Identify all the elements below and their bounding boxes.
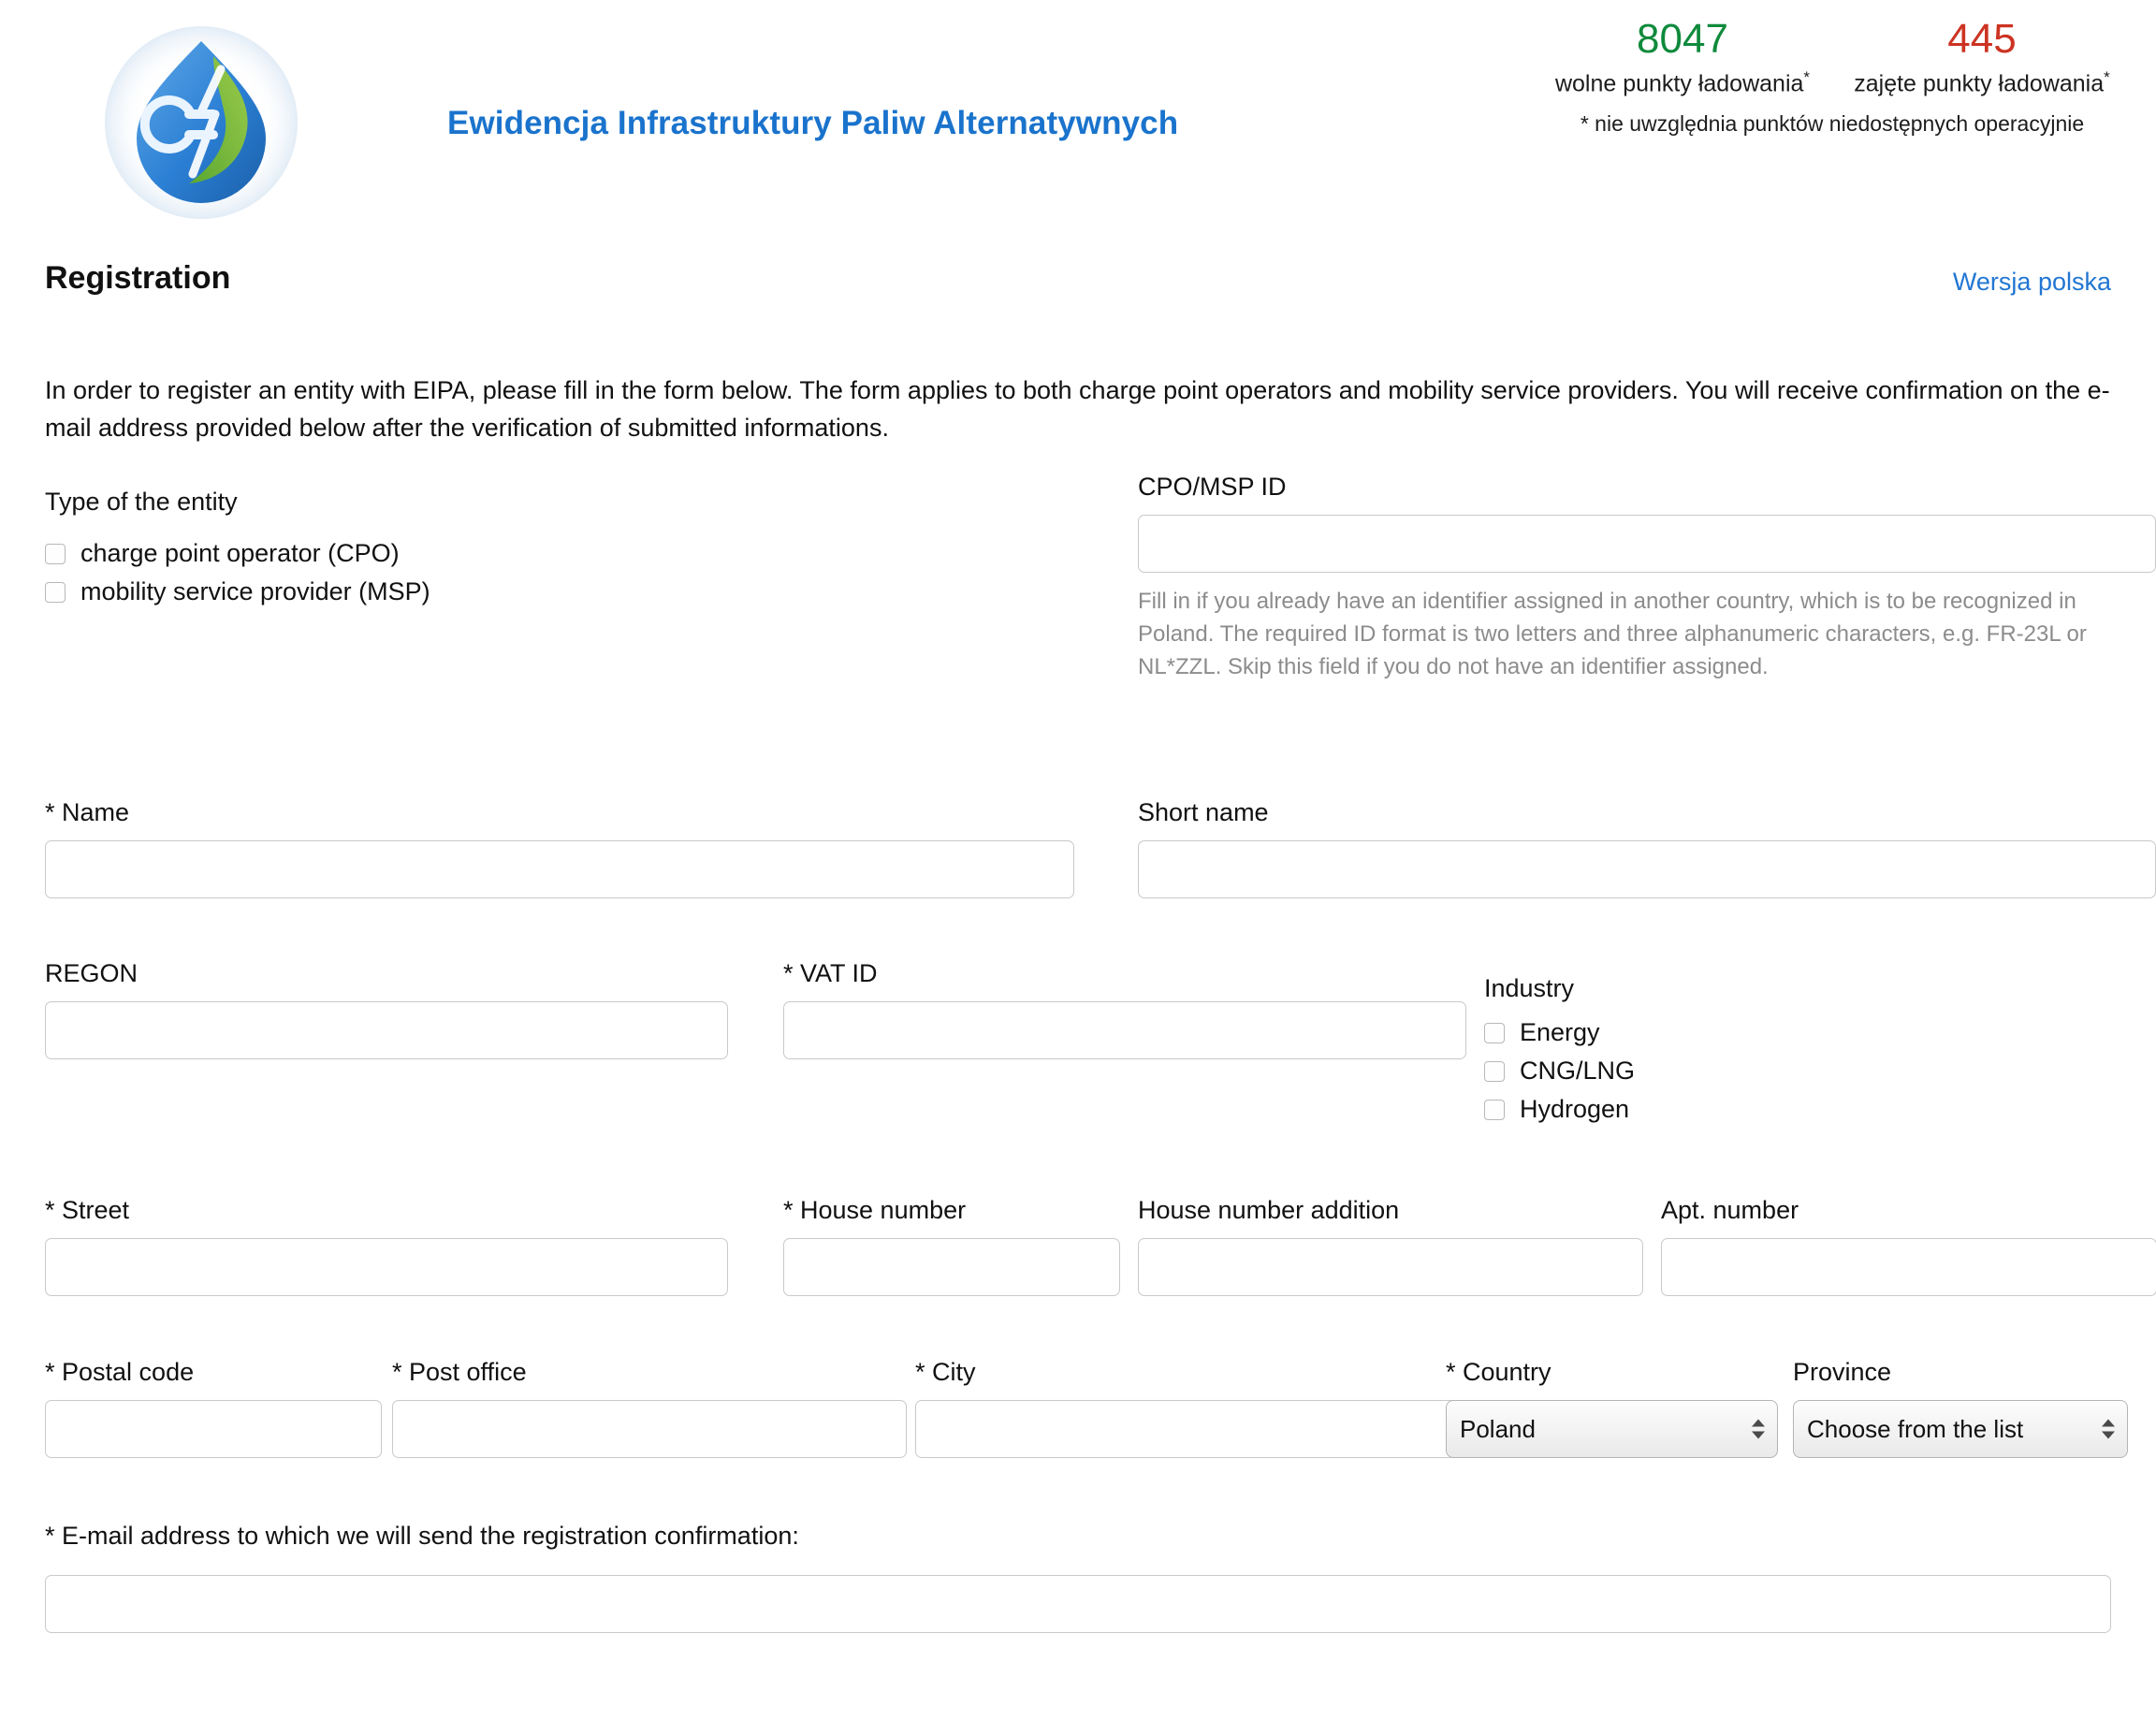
busy-points-label: zajęte punkty ładowania* (1854, 68, 2110, 97)
site-header (45, 0, 2111, 260)
province-select[interactable] (1793, 1400, 2128, 1458)
entity-type-option-cpo[interactable] (45, 541, 1074, 566)
charge-point-counters (1542, 17, 2122, 139)
registration-form (45, 472, 2111, 1656)
vat-id-input[interactable] (783, 1001, 1466, 1059)
cpo-msp-id-group (1138, 472, 2156, 684)
app-title: Ewidencja Infrastruktury Paliw Alternatywnych (447, 105, 1179, 141)
house-number-label: * House number (783, 1195, 967, 1224)
house-number-addition-label: House number addition (1138, 1195, 1400, 1224)
checkbox-cpo[interactable] (45, 544, 66, 564)
regon-label: REGON (45, 958, 138, 987)
country-label: * Country (1446, 1357, 1551, 1386)
email-group (45, 1521, 2111, 1633)
counters-footnote: * nie uwzględnia punktów niedostępnych operacyjnie (1580, 111, 2085, 137)
country-select[interactable] (1446, 1400, 1778, 1458)
apt-number-input[interactable] (1661, 1238, 2156, 1296)
industry-option-cnglng[interactable] (1484, 1058, 2139, 1084)
page-titlebar (45, 260, 2111, 326)
entity-type-group (45, 487, 1074, 618)
busy-points-counter (1842, 17, 2122, 100)
cpo-msp-id-label: CPO/MSP ID (1138, 472, 1287, 501)
eipa-leaf-plug-logo-icon (103, 24, 299, 221)
busy-points-value: 445 (1947, 16, 2017, 62)
name-input[interactable] (45, 840, 1074, 898)
email-input[interactable] (45, 1575, 2111, 1633)
industry-group (1484, 973, 2139, 1135)
province-label: Province (1793, 1357, 1892, 1386)
page-title: Registration (45, 260, 231, 296)
industry-option-energy-label: Energy (1520, 1018, 1600, 1047)
house-number-addition-input[interactable] (1138, 1238, 1643, 1296)
short-name-input[interactable] (1138, 840, 2156, 898)
industry-option-hydrogen-label: Hydrogen (1520, 1095, 1630, 1124)
checkbox-energy[interactable] (1484, 1023, 1505, 1043)
checkbox-cnglng[interactable] (1484, 1061, 1505, 1082)
apt-number-label: Apt. number (1661, 1195, 1799, 1224)
postal-code-label: * Postal code (45, 1357, 195, 1386)
post-office-group (392, 1357, 907, 1458)
checkbox-msp[interactable] (45, 582, 66, 603)
name-group (45, 797, 1074, 898)
house-number-input[interactable] (783, 1238, 1120, 1296)
industry-option-cnglng-label: CNG/LNG (1520, 1057, 1636, 1086)
entity-type-label: Type of the entity (45, 487, 238, 516)
entity-type-option-cpo-label: charge point operator (CPO) (80, 539, 400, 568)
intro-text: In order to register an entity with EIPA, please fill in the form below. The form applies to both charge point operators and mobility service providers. You will receive confirmation on the e-mail address provided below after the verification of submitted informations. (45, 376, 2110, 442)
entity-type-option-msp-label: mobility service provider (MSP) (80, 577, 430, 606)
house-number-addition-group (1138, 1195, 1643, 1296)
vat-id-label: * VAT ID (783, 958, 878, 987)
free-points-marker: * (1803, 68, 1811, 87)
apt-number-group (1661, 1195, 2156, 1296)
post-office-label: * Post office (392, 1357, 527, 1386)
province-group (1793, 1357, 2128, 1458)
postal-code-input[interactable] (45, 1400, 382, 1458)
busy-points-marker: * (2104, 68, 2110, 87)
street-group (45, 1195, 728, 1296)
post-office-input[interactable] (392, 1400, 907, 1458)
house-number-group (783, 1195, 1120, 1296)
vat-id-group (783, 958, 1466, 1059)
city-label: * City (915, 1357, 976, 1386)
postal-code-group (45, 1357, 382, 1458)
email-label: * E-mail address to which we will send the registration confirmation: (45, 1521, 799, 1550)
cpo-msp-id-hint: Fill in if you already have an identifier assigned in another country, which is to be recognized in Poland. The required ID format is two letters and three alphanumeric characters, e.g. FR-23L or NL*ZZL. Skip this field if you do not have an identifier assigned. (1138, 589, 2087, 679)
short-name-label: Short name (1138, 797, 1269, 826)
name-label: * Name (45, 797, 130, 826)
street-input[interactable] (45, 1238, 728, 1296)
language-switch-link[interactable]: Wersja polska (1952, 268, 2111, 296)
entity-type-option-msp[interactable] (45, 579, 1074, 605)
country-group (1446, 1357, 1778, 1458)
regon-group (45, 958, 728, 1059)
industry-option-hydrogen[interactable] (1484, 1097, 2139, 1122)
industry-option-energy[interactable] (1484, 1020, 2139, 1045)
city-input[interactable] (915, 1400, 1458, 1458)
free-points-counter (1542, 17, 1823, 100)
industry-label: Industry (1484, 973, 1575, 1002)
checkbox-hydrogen[interactable] (1484, 1100, 1505, 1120)
cpo-msp-id-input[interactable] (1138, 515, 2156, 573)
regon-input[interactable] (45, 1001, 728, 1059)
street-label: * Street (45, 1195, 130, 1224)
city-group (915, 1357, 1458, 1458)
free-points-label: wolne punkty ładowania* (1554, 68, 1811, 97)
short-name-group (1138, 797, 2156, 898)
free-points-value: 8047 (1637, 16, 1728, 62)
